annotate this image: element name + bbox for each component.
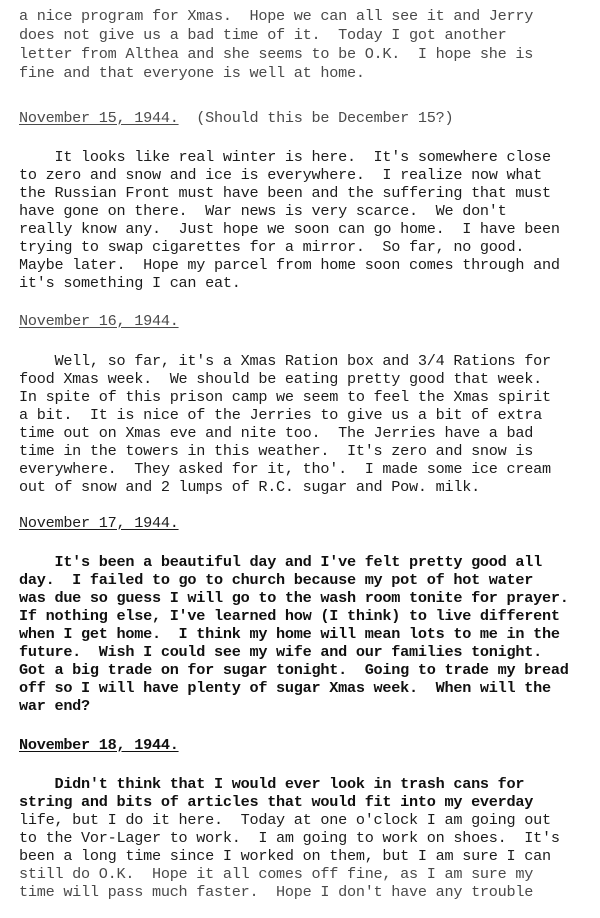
entry-line: life, but I do it here. Today at one o'clock I am going out	[19, 811, 551, 829]
entry-line: food Xmas week. We should be eating pretty good that week.	[19, 370, 542, 388]
entry-line: when I get home. I think my home will mean lots to me in the	[19, 625, 560, 643]
entry-line: It's been a beautiful day and I've felt pretty good all	[19, 553, 542, 571]
entry-line: out of snow and 2 lumps of R.C. sugar and Pow. milk.	[19, 478, 480, 496]
entry-line: a bit. It is nice of the Jerries to give us a bit of extra	[19, 406, 542, 424]
entry-line: war end?	[19, 697, 90, 715]
entry-line: the Russian Front must have been and the suffering that must	[19, 184, 551, 202]
entry-line: In spite of this prison camp we seem to feel the Xmas spirit	[19, 388, 551, 406]
entry-line: was due so guess I will go to the wash room tonite for prayer.	[19, 589, 569, 607]
entry-line: to zero and snow and ice is everywhere. I realize now what	[19, 166, 542, 184]
entry-heading	[19, 109, 453, 127]
intro-line: letter from Althea and she seems to be O.K. I hope she is	[19, 45, 534, 63]
entry-line: It looks like real winter is here. It's somewhere close	[19, 148, 551, 166]
intro-line: fine and that everyone is well at home.	[19, 64, 365, 82]
entry-line: everywhere. They asked for it, tho'. I made some ice cream	[19, 460, 551, 478]
entry-line: off so I will have plenty of sugar Xmas week. When will the	[19, 679, 551, 697]
intro-line: does not give us a bad time of it. Today I got another	[19, 26, 507, 44]
entry-date: November 16, 1944.	[19, 312, 179, 330]
entry-line: future. Wish I could see my wife and our families tonight.	[19, 643, 542, 661]
entry-line: trying to swap cigarettes for a mirror. So far, no good.	[19, 238, 525, 256]
entry-heading	[19, 736, 179, 754]
entry-heading	[19, 312, 179, 330]
entry-line: been a long time since I worked on them, but I am sure I can	[19, 847, 551, 865]
entry-heading	[19, 514, 179, 532]
entry-line: Didn't think that I would ever look in trash cans for	[19, 775, 525, 793]
entry-line: it's something I can eat.	[19, 274, 241, 292]
entry-line: If nothing else, I've learned how (I think) to live different	[19, 607, 560, 625]
entry-date: November 17, 1944.	[19, 514, 179, 532]
entry-line: time out on Xmas eve and nite too. The Jerries have a bad	[19, 424, 534, 442]
entry-line: really know any. Just hope we soon can go home. I have been	[19, 220, 560, 238]
entry-line: have gone on there. War news is very scarce. We don't	[19, 202, 507, 220]
entry-line: time will pass much faster. Hope I don't have any trouble	[19, 883, 534, 901]
entry-date: November 15, 1944.	[19, 109, 179, 127]
entry-line: day. I failed to go to church because my pot of hot water	[19, 571, 534, 589]
entry-line: to the Vor-Lager to work. I am going to work on shoes. It's	[19, 829, 560, 847]
entry-line: Well, so far, it's a Xmas Ration box and 3/4 Rations for	[19, 352, 551, 370]
entry-note: (Should this be December 15?)	[196, 109, 454, 127]
entry-line: string and bits of articles that would fit into my everday	[19, 793, 534, 811]
entry-date: November 18, 1944.	[19, 736, 179, 754]
entry-line: Got a big trade on for sugar tonight. Going to trade my bread	[19, 661, 569, 679]
entry-line: still do O.K. Hope it all comes off fine, as I am sure my	[19, 865, 534, 883]
entry-line: time in the towers in this weather. It's zero and snow is	[19, 442, 534, 460]
intro-line: a nice program for Xmas. Hope we can all see it and Jerry	[19, 7, 534, 25]
entry-line: Maybe later. Hope my parcel from home soon comes through and	[19, 256, 560, 274]
